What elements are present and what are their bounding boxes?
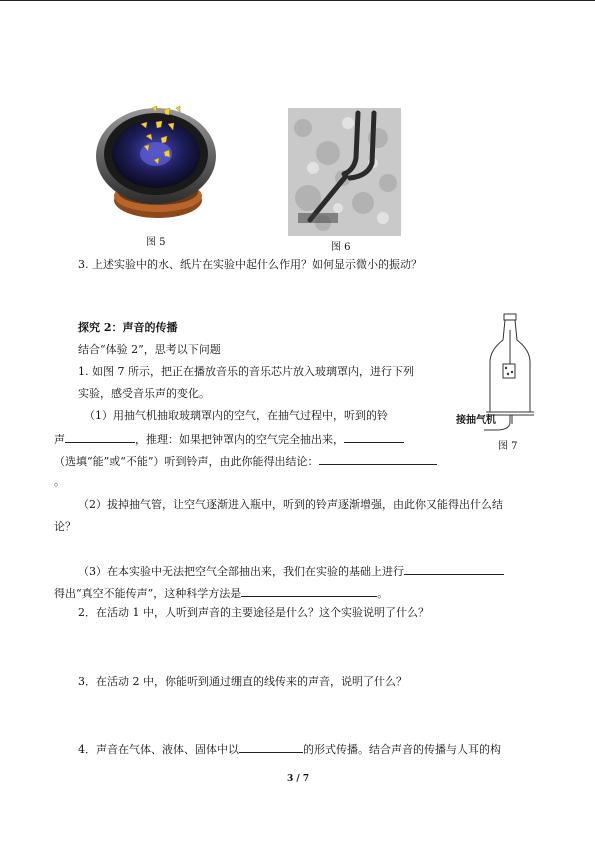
figure-5-caption: 图 5 — [146, 237, 166, 248]
section-2-intro: 结合“体验 2”，思考以下问题 — [78, 343, 221, 356]
sub-3-line-2-end: 。 — [377, 587, 389, 600]
item-1-line-1: 1. 如图 7 所示，把正在播放音乐的音乐芯片放入玻璃罩内，进行下列 — [78, 365, 414, 378]
question-4-line — [78, 741, 501, 757]
pump-label: 接抽气机 — [456, 415, 496, 426]
figure-6-caption: 图 6 — [331, 242, 351, 253]
question-3-text: 3. 上述实验中的水、纸片在实验中起什么作用？如何显示微小的振动？ — [78, 258, 422, 271]
sub-1-line-3 — [54, 453, 437, 469]
tuning-fork-figure — [288, 108, 401, 236]
answer-blank-4[interactable] — [404, 563, 504, 575]
sub-1-line-2-prefix: 声 — [54, 433, 65, 446]
answer-blank-1[interactable] — [65, 431, 135, 443]
question-4-text-a: 4．声音在气体、液体、固体中以 — [78, 743, 239, 756]
answer-blank-6[interactable] — [239, 741, 303, 753]
sub-3-line-1 — [78, 563, 504, 579]
sub-2-line-1: （2）拔掉抽气管，让空气逐渐进入瓶中，听到的铃声逐渐增强，由此你又能得出什么结 — [78, 498, 503, 511]
sub-1-line-1: （1）用抽气机抽取玻璃罩内的空气，在抽气过程中，听到的铃 — [84, 409, 388, 422]
answer-blank-5[interactable] — [241, 585, 377, 597]
sub-1-line-2 — [54, 431, 404, 447]
sub-3-line-1-text: （3）在本实验中无法把空气全部抽出来，我们在实验的基础上进行 — [78, 565, 404, 578]
question-4-text-b: 的形式传播。结合声音的传播与人耳的构 — [303, 743, 501, 756]
sub-1-line-2-text: ，推理：如果把钟罩内的空气完全抽出来， — [135, 433, 344, 446]
section-2-heading: 探究 2：声音的传播 — [78, 321, 178, 334]
sub-1-line-4: 。 — [54, 475, 65, 488]
item-1-line-2: 实验，感受音乐声的变化。 — [78, 387, 210, 400]
sub-3-line-2-text: 得出“真空不能传声”，这种科学方法是 — [54, 587, 242, 600]
page-top-rule — [0, 0, 595, 1]
figure-7-caption: 图 7 — [498, 441, 518, 452]
sub-1-line-3-text: （选填“能”或“不能”）听到铃声，由此你能得出结论： — [54, 455, 319, 468]
question-2-text: 2．在活动 1 中，人听到声音的主要途径是什么？这个实验说明了什么？ — [78, 606, 429, 619]
answer-blank-2[interactable] — [344, 431, 404, 443]
answer-blank-3[interactable] — [319, 453, 437, 465]
page-number: 3 / 7 — [287, 774, 310, 784]
sub-3-line-2 — [54, 585, 388, 601]
question-3-activity-text: 3．在活动 2 中，你能听到通过绷直的线传来的声音，说明了什么？ — [78, 675, 407, 688]
sub-2-line-2: 论？ — [54, 520, 76, 533]
speaker-figure — [94, 100, 224, 230]
